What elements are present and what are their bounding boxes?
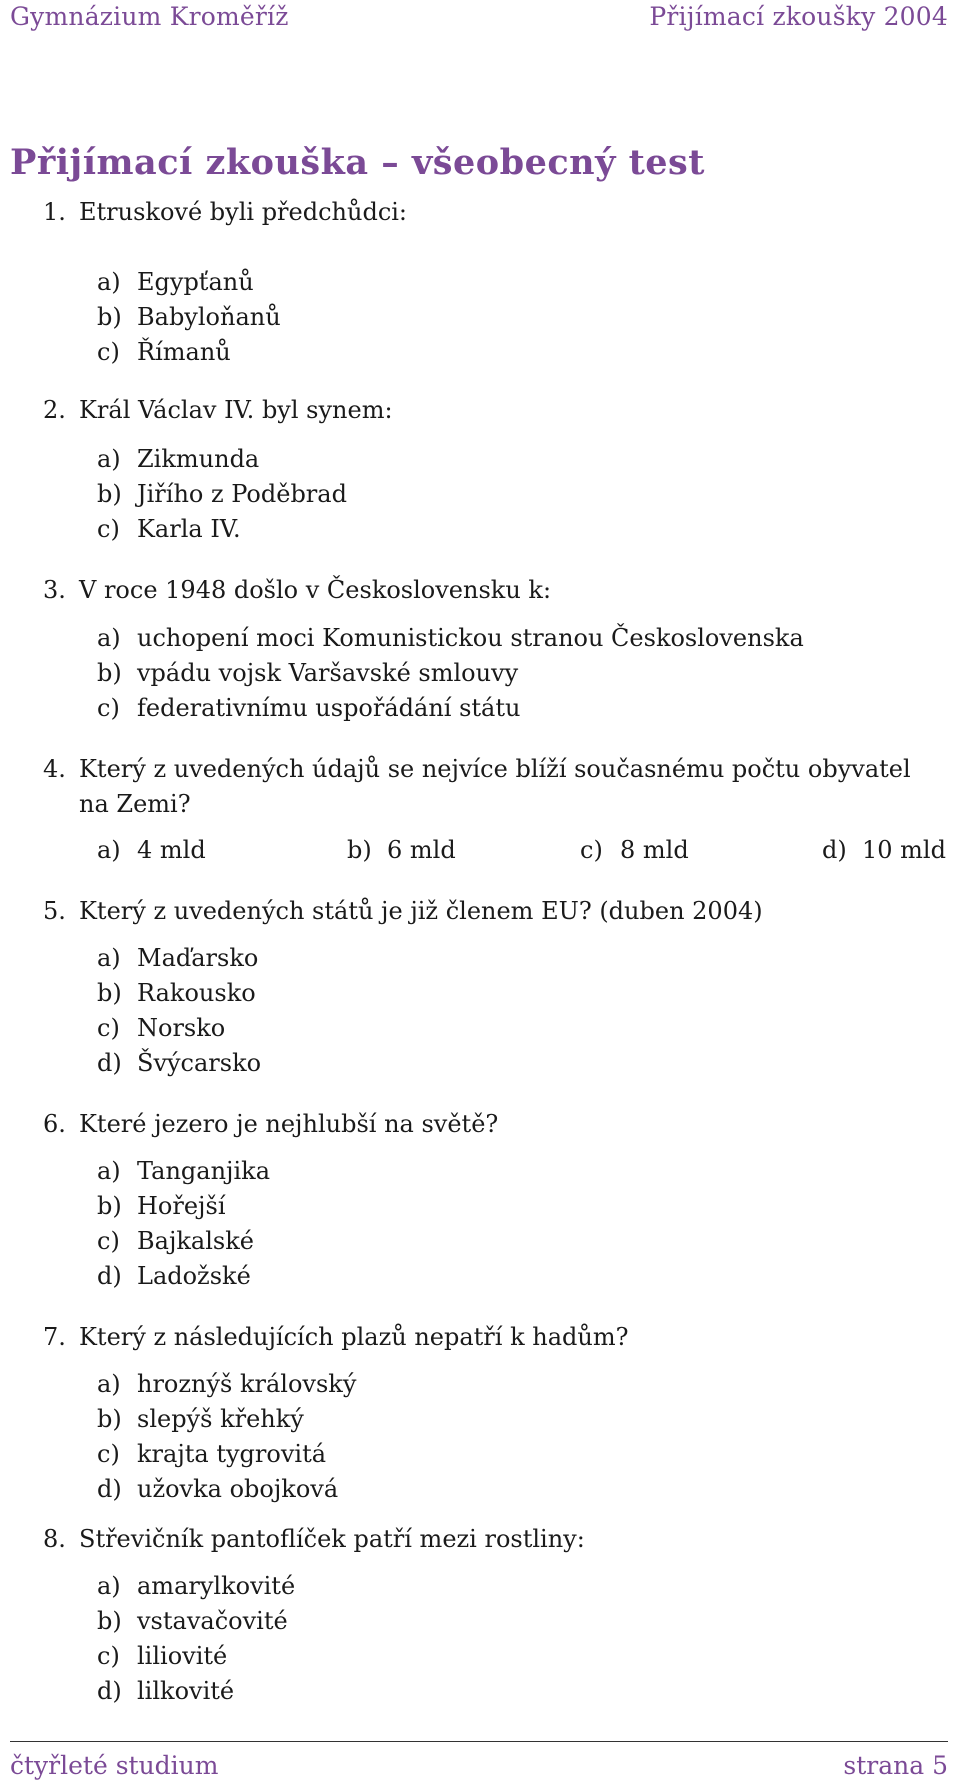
answer-text: Ladožské <box>137 1262 251 1290</box>
question-1 <box>43 198 407 226</box>
answer-letter: a) <box>97 445 121 473</box>
answer-letter: a) <box>97 624 121 652</box>
answer-text: Babyloňanů <box>137 303 281 331</box>
answer-text: krajta tygrovitá <box>137 1440 327 1468</box>
answer-option <box>97 1440 326 1468</box>
answer-text: vstavačovité <box>137 1607 288 1635</box>
answer-letter: c) <box>97 515 120 543</box>
answer-option <box>97 1677 234 1705</box>
answer-option <box>97 836 206 864</box>
answer-option <box>347 836 456 864</box>
answer-letter: b) <box>97 1607 122 1635</box>
question-number: 4. <box>43 755 66 783</box>
answer-text: federativnímu uspořádání státu <box>137 694 521 722</box>
page-title: Přijímací zkouška – všeobecný test <box>10 142 705 183</box>
question-text-continuation: na Zemi? <box>79 790 191 818</box>
question-6 <box>43 1110 498 1138</box>
answer-option <box>97 268 254 296</box>
answer-letter: d) <box>97 1677 122 1705</box>
answer-letter: c) <box>97 338 120 366</box>
answer-option <box>97 480 347 508</box>
answer-letter: c) <box>97 1440 120 1468</box>
footer-study-type: čtyřleté studium <box>10 1750 219 1780</box>
answer-option <box>97 1370 356 1398</box>
answer-letter: b) <box>347 836 372 864</box>
answer-letter: d) <box>97 1475 122 1503</box>
answer-option <box>97 694 520 722</box>
answer-letter: c) <box>97 1014 120 1042</box>
answer-text: Egypťanů <box>137 268 254 296</box>
answer-text: Zikmunda <box>137 445 260 473</box>
answer-text: Norsko <box>137 1014 226 1042</box>
answer-letter: b) <box>97 659 122 687</box>
question-3 <box>43 576 551 604</box>
answer-option <box>97 979 256 1007</box>
answer-text: Švýcarsko <box>137 1049 262 1077</box>
answer-letter: c) <box>580 836 603 864</box>
answer-option <box>97 1192 226 1220</box>
answer-option <box>97 445 259 473</box>
answer-text: Tanganjika <box>137 1157 271 1185</box>
answer-option <box>97 1157 270 1185</box>
answer-option <box>97 1049 261 1077</box>
answer-text: uchopení moci Komunistickou stranou Československa <box>137 624 804 652</box>
question-number: 1. <box>43 198 66 226</box>
question-2 <box>43 396 393 424</box>
answer-letter: a) <box>97 836 121 864</box>
answer-text: Hořejší <box>137 1192 226 1220</box>
answer-option <box>97 624 804 652</box>
header-school-name: Gymnázium Kroměříž <box>10 1 289 31</box>
answer-text: 6 mld <box>387 836 456 864</box>
footer-page-number: strana 5 <box>843 1750 948 1780</box>
answer-text: hroznýš královský <box>137 1370 357 1398</box>
answer-text: vpádu vojsk Varšavské smlouvy <box>137 659 519 687</box>
question-5 <box>43 897 763 925</box>
answer-text: Maďarsko <box>137 944 259 972</box>
answer-letter: c) <box>97 1642 120 1670</box>
answer-text: 10 mld <box>862 836 946 864</box>
answer-text: Bajkalské <box>137 1227 254 1255</box>
question-number: 2. <box>43 396 66 424</box>
answer-option <box>822 836 946 864</box>
answer-letter: a) <box>97 268 121 296</box>
answer-option <box>580 836 689 864</box>
answer-option <box>97 515 241 543</box>
question-4 <box>43 755 911 783</box>
answer-letter: b) <box>97 480 122 508</box>
page-header <box>10 0 948 32</box>
answer-letter: b) <box>97 303 122 331</box>
page-footer <box>10 1748 948 1782</box>
answer-letter: a) <box>97 1157 121 1185</box>
header-exam-name: Přijímací zkoušky 2004 <box>649 1 948 31</box>
answer-option <box>97 944 258 972</box>
answer-option <box>97 1642 227 1670</box>
answer-option <box>97 338 231 366</box>
answer-option <box>97 659 518 687</box>
question-number: 8. <box>43 1525 66 1553</box>
answer-letter: d) <box>97 1049 122 1077</box>
answer-text: amarylkovité <box>137 1572 296 1600</box>
question-7 <box>43 1323 628 1351</box>
answer-letter: a) <box>97 1572 121 1600</box>
answer-text: Římanů <box>137 338 231 366</box>
answer-text: Karla IV. <box>137 515 241 543</box>
answer-text: Rakousko <box>137 979 256 1007</box>
answer-letter: a) <box>97 944 121 972</box>
answer-option <box>97 303 281 331</box>
answer-option <box>97 1475 338 1503</box>
question-text: Král Václav IV. byl synem: <box>79 396 393 424</box>
answer-letter: b) <box>97 1405 122 1433</box>
answer-letter: d) <box>97 1262 122 1290</box>
answer-letter: d) <box>822 836 847 864</box>
answer-option <box>97 1014 225 1042</box>
answer-text: užovka obojková <box>137 1475 339 1503</box>
question-text: V roce 1948 došlo v Československu k: <box>79 576 552 604</box>
answer-option <box>97 1227 254 1255</box>
answer-letter: b) <box>97 979 122 1007</box>
answer-letter: c) <box>97 1227 120 1255</box>
question-number: 5. <box>43 897 66 925</box>
question-text: Který z uvedených údajů se nejvíce blíží současnému počtu obyvatel <box>79 755 911 783</box>
answer-option <box>97 1572 295 1600</box>
question-text: Který z následujících plazů nepatří k hadům? <box>79 1323 629 1351</box>
answer-letter: b) <box>97 1192 122 1220</box>
answer-text: 4 mld <box>137 836 206 864</box>
answer-option <box>97 1607 288 1635</box>
question-text: Etruskové byli předchůdci: <box>79 198 408 226</box>
answer-text: liliovité <box>137 1642 228 1670</box>
question-text: Který z uvedených států je již členem EU? (duben 2004) <box>79 897 763 925</box>
answer-letter: c) <box>97 694 120 722</box>
footer-divider <box>10 1741 948 1742</box>
question-number: 6. <box>43 1110 66 1138</box>
question-text: Které jezero je nejhlubší na světě? <box>79 1110 499 1138</box>
answer-letter: a) <box>97 1370 121 1398</box>
answer-text: slepýš křehký <box>137 1405 304 1433</box>
answer-text: Jiřího z Poděbrad <box>137 480 347 508</box>
answer-text: lilkovité <box>137 1677 235 1705</box>
answer-option <box>97 1262 251 1290</box>
answer-text: 8 mld <box>620 836 689 864</box>
answer-option <box>97 1405 304 1433</box>
question-number: 7. <box>43 1323 66 1351</box>
question-8 <box>43 1525 585 1553</box>
question-text: Střevičník pantoflíček patří mezi rostliny: <box>79 1525 585 1553</box>
question-number: 3. <box>43 576 66 604</box>
